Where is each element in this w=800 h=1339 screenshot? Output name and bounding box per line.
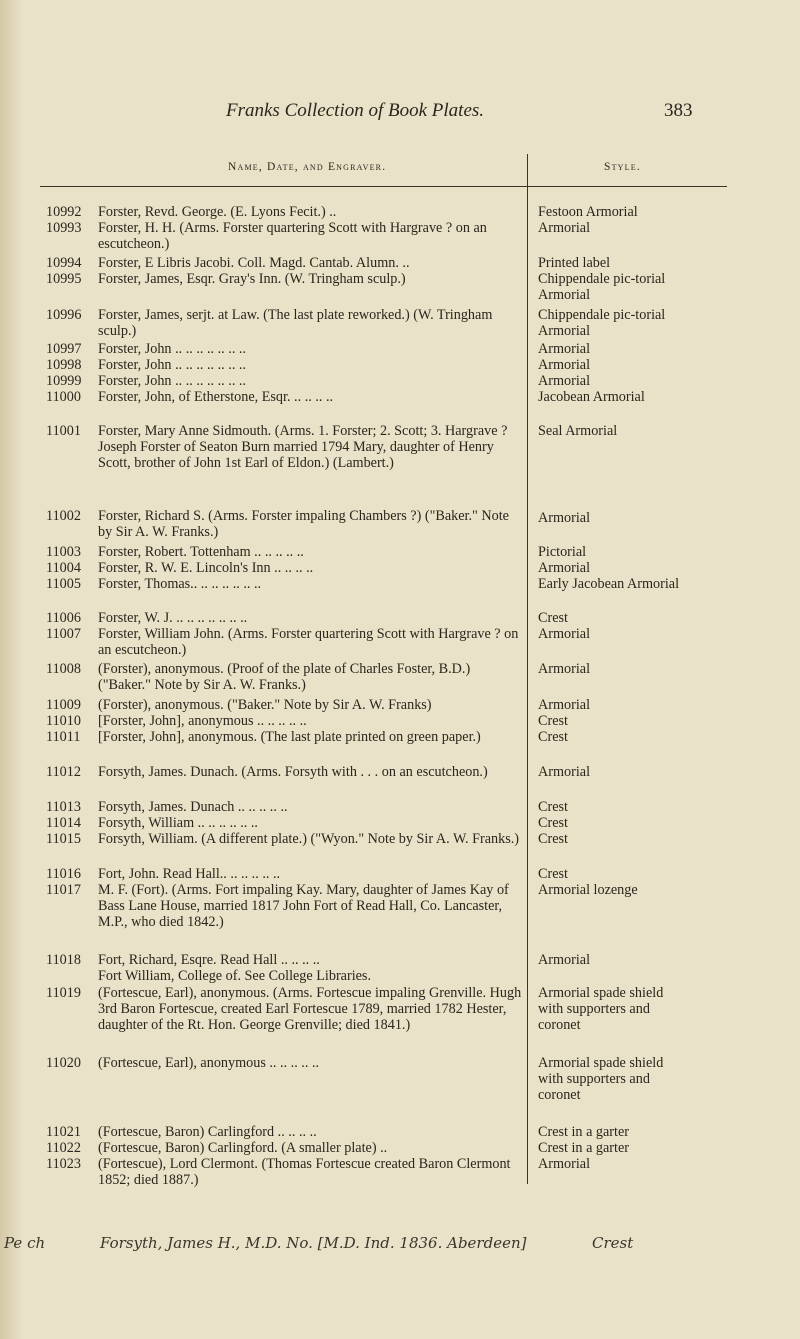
entry-style: Armorial lozenge xyxy=(538,882,638,898)
entry-number: 11023 xyxy=(46,1156,81,1172)
entry-number: 11017 xyxy=(46,882,81,898)
entry-text: (Fortescue), Lord Clermont. (Thomas Fortescue created Baron Clermont 1852; died 1887.) xyxy=(98,1156,511,1188)
column-divider xyxy=(527,154,528,1184)
entry-number: 11008 xyxy=(46,661,81,677)
entry-number: 11003 xyxy=(46,544,81,560)
entry-number: 11019 xyxy=(46,985,81,1001)
page-edge-shadow xyxy=(0,0,22,1339)
entry-text: Forster, James, Esqr. Gray's Inn. (W. Tringham sculp.) xyxy=(98,271,406,287)
entry-text: Forster, Robert. Tottenham .. .. .. .. .. xyxy=(98,544,304,560)
entry-text: (Fortescue, Baron) Carlingford .. .. .. .. xyxy=(98,1124,317,1140)
entry-number: 10997 xyxy=(46,341,82,357)
entry-number: 10998 xyxy=(46,357,82,373)
entry-style: Armorial xyxy=(538,697,591,713)
entry-style: Armorial spade shield with supporters and coronet xyxy=(538,1055,664,1103)
entry-number: 10994 xyxy=(46,255,82,271)
entry-text: Forster, John, of Etherstone, Esqr. .. .. .. .. xyxy=(98,389,334,405)
entry-text: Fort, John. Read Hall.. .. .. .. .. .. xyxy=(98,866,281,882)
entry-number: 11022 xyxy=(46,1140,81,1156)
entry-number: 11002 xyxy=(46,508,81,524)
entry-number: 11011 xyxy=(46,729,81,745)
handwritten-style: Crest xyxy=(592,1234,634,1252)
entry-style: Armorial spade shield with supporters and coronet xyxy=(538,985,664,1033)
entry-text: (Fortescue, Earl), anonymous. (Arms. Fortescue impaling Grenville. Hugh 3rd Baron Fortescue, created Earl Fortescue 1789, married 1782 Hester, daughter of the Rt. Hon. George Grenville; died 1841.) xyxy=(98,985,522,1033)
entry-text: Forster, William John. (Arms. Forster quartering Scott with Hargrave ? on an escutcheon.) xyxy=(98,626,519,658)
entry-text: Fort William, College of. See College Libraries. xyxy=(98,968,372,984)
entry-number: 11001 xyxy=(46,423,81,439)
entry-number: 11014 xyxy=(46,815,81,831)
entry-text: Forster, John .. .. .. .. .. .. .. xyxy=(98,373,247,389)
entry-style: Armorial xyxy=(538,220,591,236)
entry-text: Forster, R. W. E. Lincoln's Inn .. .. .. .. xyxy=(98,560,314,576)
entry-style: Crest xyxy=(538,815,568,831)
page-number: 383 xyxy=(664,100,693,121)
entry-text: Forsyth, William .. .. .. .. .. .. xyxy=(98,815,258,831)
entry-number: 11018 xyxy=(46,952,81,968)
entry-style: Armorial xyxy=(538,661,591,677)
entry-number: 11004 xyxy=(46,560,81,576)
running-title: Franks Collection of Book Plates. xyxy=(226,100,485,121)
entry-number: 10999 xyxy=(46,373,82,389)
entry-style: Early Jacobean Armorial xyxy=(538,576,680,592)
entry-text: Forster, E Libris Jacobi. Coll. Magd. Cantab. Alumn. .. xyxy=(98,255,410,271)
entry-number: 10993 xyxy=(46,220,82,236)
entry-text: Forster, Richard S. (Arms. Forster impaling Chambers ?) ("Baker." Note by Sir A. W. Franks.) xyxy=(98,508,509,540)
entry-number: 11010 xyxy=(46,713,81,729)
column-heading-style: Style. xyxy=(604,161,641,173)
entry-text: Forster, W. J. .. .. .. .. .. .. .. xyxy=(98,610,248,626)
entry-style: Seal Armorial xyxy=(538,423,618,439)
entry-style: Crest xyxy=(538,713,568,729)
entry-number: 10995 xyxy=(46,271,82,287)
entry-number: 11021 xyxy=(46,1124,81,1140)
heading-rule-right xyxy=(527,186,727,187)
entry-text: Fort, Richard, Esqre. Read Hall .. .. .. .. xyxy=(98,952,320,968)
entry-number: 11006 xyxy=(46,610,81,626)
entry-style: Chippendale pic-torial Armorial xyxy=(538,307,666,339)
entry-number: 11005 xyxy=(46,576,81,592)
entry-text: M. F. (Fort). (Arms. Fort impaling Kay. Mary, daughter of James Kay of Bass Lane House, married 1817 John Fort of Read Hall, Co. Lancaster, M.P., who died 1842.) xyxy=(98,882,509,930)
entry-style: Crest xyxy=(538,729,568,745)
handwritten-margin-note: Pe ch xyxy=(4,1234,46,1252)
entry-text: Forster, James, serjt. at Law. (The last plate reworked.) (W. Tringham sculp.) xyxy=(98,307,493,339)
entry-number: 11020 xyxy=(46,1055,81,1071)
entry-text: Forster, Mary Anne Sidmouth. (Arms. 1. Forster; 2. Scott; 3. Hargrave ? Joseph Forster of Seaton Burn married 1794 Mary, daughter of Henry Scott, brother of John 1st Earl of Eldon.) (Lambert.) xyxy=(98,423,508,471)
entry-text: (Fortescue, Earl), anonymous .. .. .. .. .. xyxy=(98,1055,320,1071)
entry-style: Pictorial xyxy=(538,544,587,560)
entry-text: Forster, Revd. George. (E. Lyons Fecit.) .. xyxy=(98,204,337,220)
entry-text: Forster, Thomas.. .. .. .. .. .. .. xyxy=(98,576,262,592)
entry-text: (Fortescue, Baron) Carlingford. (A smaller plate) .. xyxy=(98,1140,388,1156)
entry-text: (Forster), anonymous. ("Baker." Note by Sir A. W. Franks) xyxy=(98,697,432,713)
entry-style: Crest xyxy=(538,610,568,626)
entry-style: Armorial xyxy=(538,341,591,357)
entry-number: 10992 xyxy=(46,204,82,220)
entry-style: Armorial xyxy=(538,510,591,526)
entry-style: Armorial xyxy=(538,952,591,968)
entry-style: Crest in a garter xyxy=(538,1140,629,1156)
entry-number: 10996 xyxy=(46,307,82,323)
entry-style: Armorial xyxy=(538,1156,591,1172)
entry-number: 11013 xyxy=(46,799,81,815)
entry-text: Forsyth, James. Dunach. (Arms. Forsyth with . . . on an escutcheon.) xyxy=(98,764,488,780)
handwritten-entry: Forsyth, James H., M.D. No. [M.D. Ind. 1836. Aberdeen] xyxy=(100,1234,527,1252)
entry-style: Armorial xyxy=(538,373,591,389)
entry-number: 11000 xyxy=(46,389,81,405)
entry-style: Printed label xyxy=(538,255,611,271)
entry-text: [Forster, John], anonymous .. .. .. .. .. xyxy=(98,713,307,729)
entry-text: Forsyth, William. (A different plate.) ("Wyon." Note by Sir A. W. Franks.) xyxy=(98,831,520,847)
entry-style: Crest xyxy=(538,799,568,815)
entry-text: [Forster, John], anonymous. (The last plate printed on green paper.) xyxy=(98,729,481,745)
entry-style: Armorial xyxy=(538,560,591,576)
entry-number: 11016 xyxy=(46,866,81,882)
entry-number: 11012 xyxy=(46,764,81,780)
entry-style: Festoon Armorial xyxy=(538,204,638,220)
entry-number: 11015 xyxy=(46,831,81,847)
entry-style: Armorial xyxy=(538,357,591,373)
entry-text: Forster, John .. .. .. .. .. .. .. xyxy=(98,341,247,357)
entry-style: Jacobean Armorial xyxy=(538,389,645,405)
entry-style: Crest xyxy=(538,866,568,882)
entry-text: (Forster), anonymous. (Proof of the plate of Charles Foster, B.D.) ("Baker." Note by Sir A. W. Franks.) xyxy=(98,661,471,693)
entry-text: Forster, John .. .. .. .. .. .. .. xyxy=(98,357,247,373)
entry-text: Forsyth, James. Dunach .. .. .. .. .. xyxy=(98,799,288,815)
entry-style: Armorial xyxy=(538,764,591,780)
entry-style: Armorial xyxy=(538,626,591,642)
entry-style: Chippendale pic-torial Armorial xyxy=(538,271,666,303)
entry-style: Crest in a garter xyxy=(538,1124,629,1140)
entry-text: Forster, H. H. (Arms. Forster quartering Scott with Hargrave ? on an escutcheon.) xyxy=(98,220,487,252)
heading-rule-left xyxy=(40,186,527,187)
column-heading-name: Name, Date, and Engraver. xyxy=(228,161,387,173)
entry-style: Crest xyxy=(538,831,568,847)
entry-number: 11009 xyxy=(46,697,81,713)
entry-number: 11007 xyxy=(46,626,81,642)
